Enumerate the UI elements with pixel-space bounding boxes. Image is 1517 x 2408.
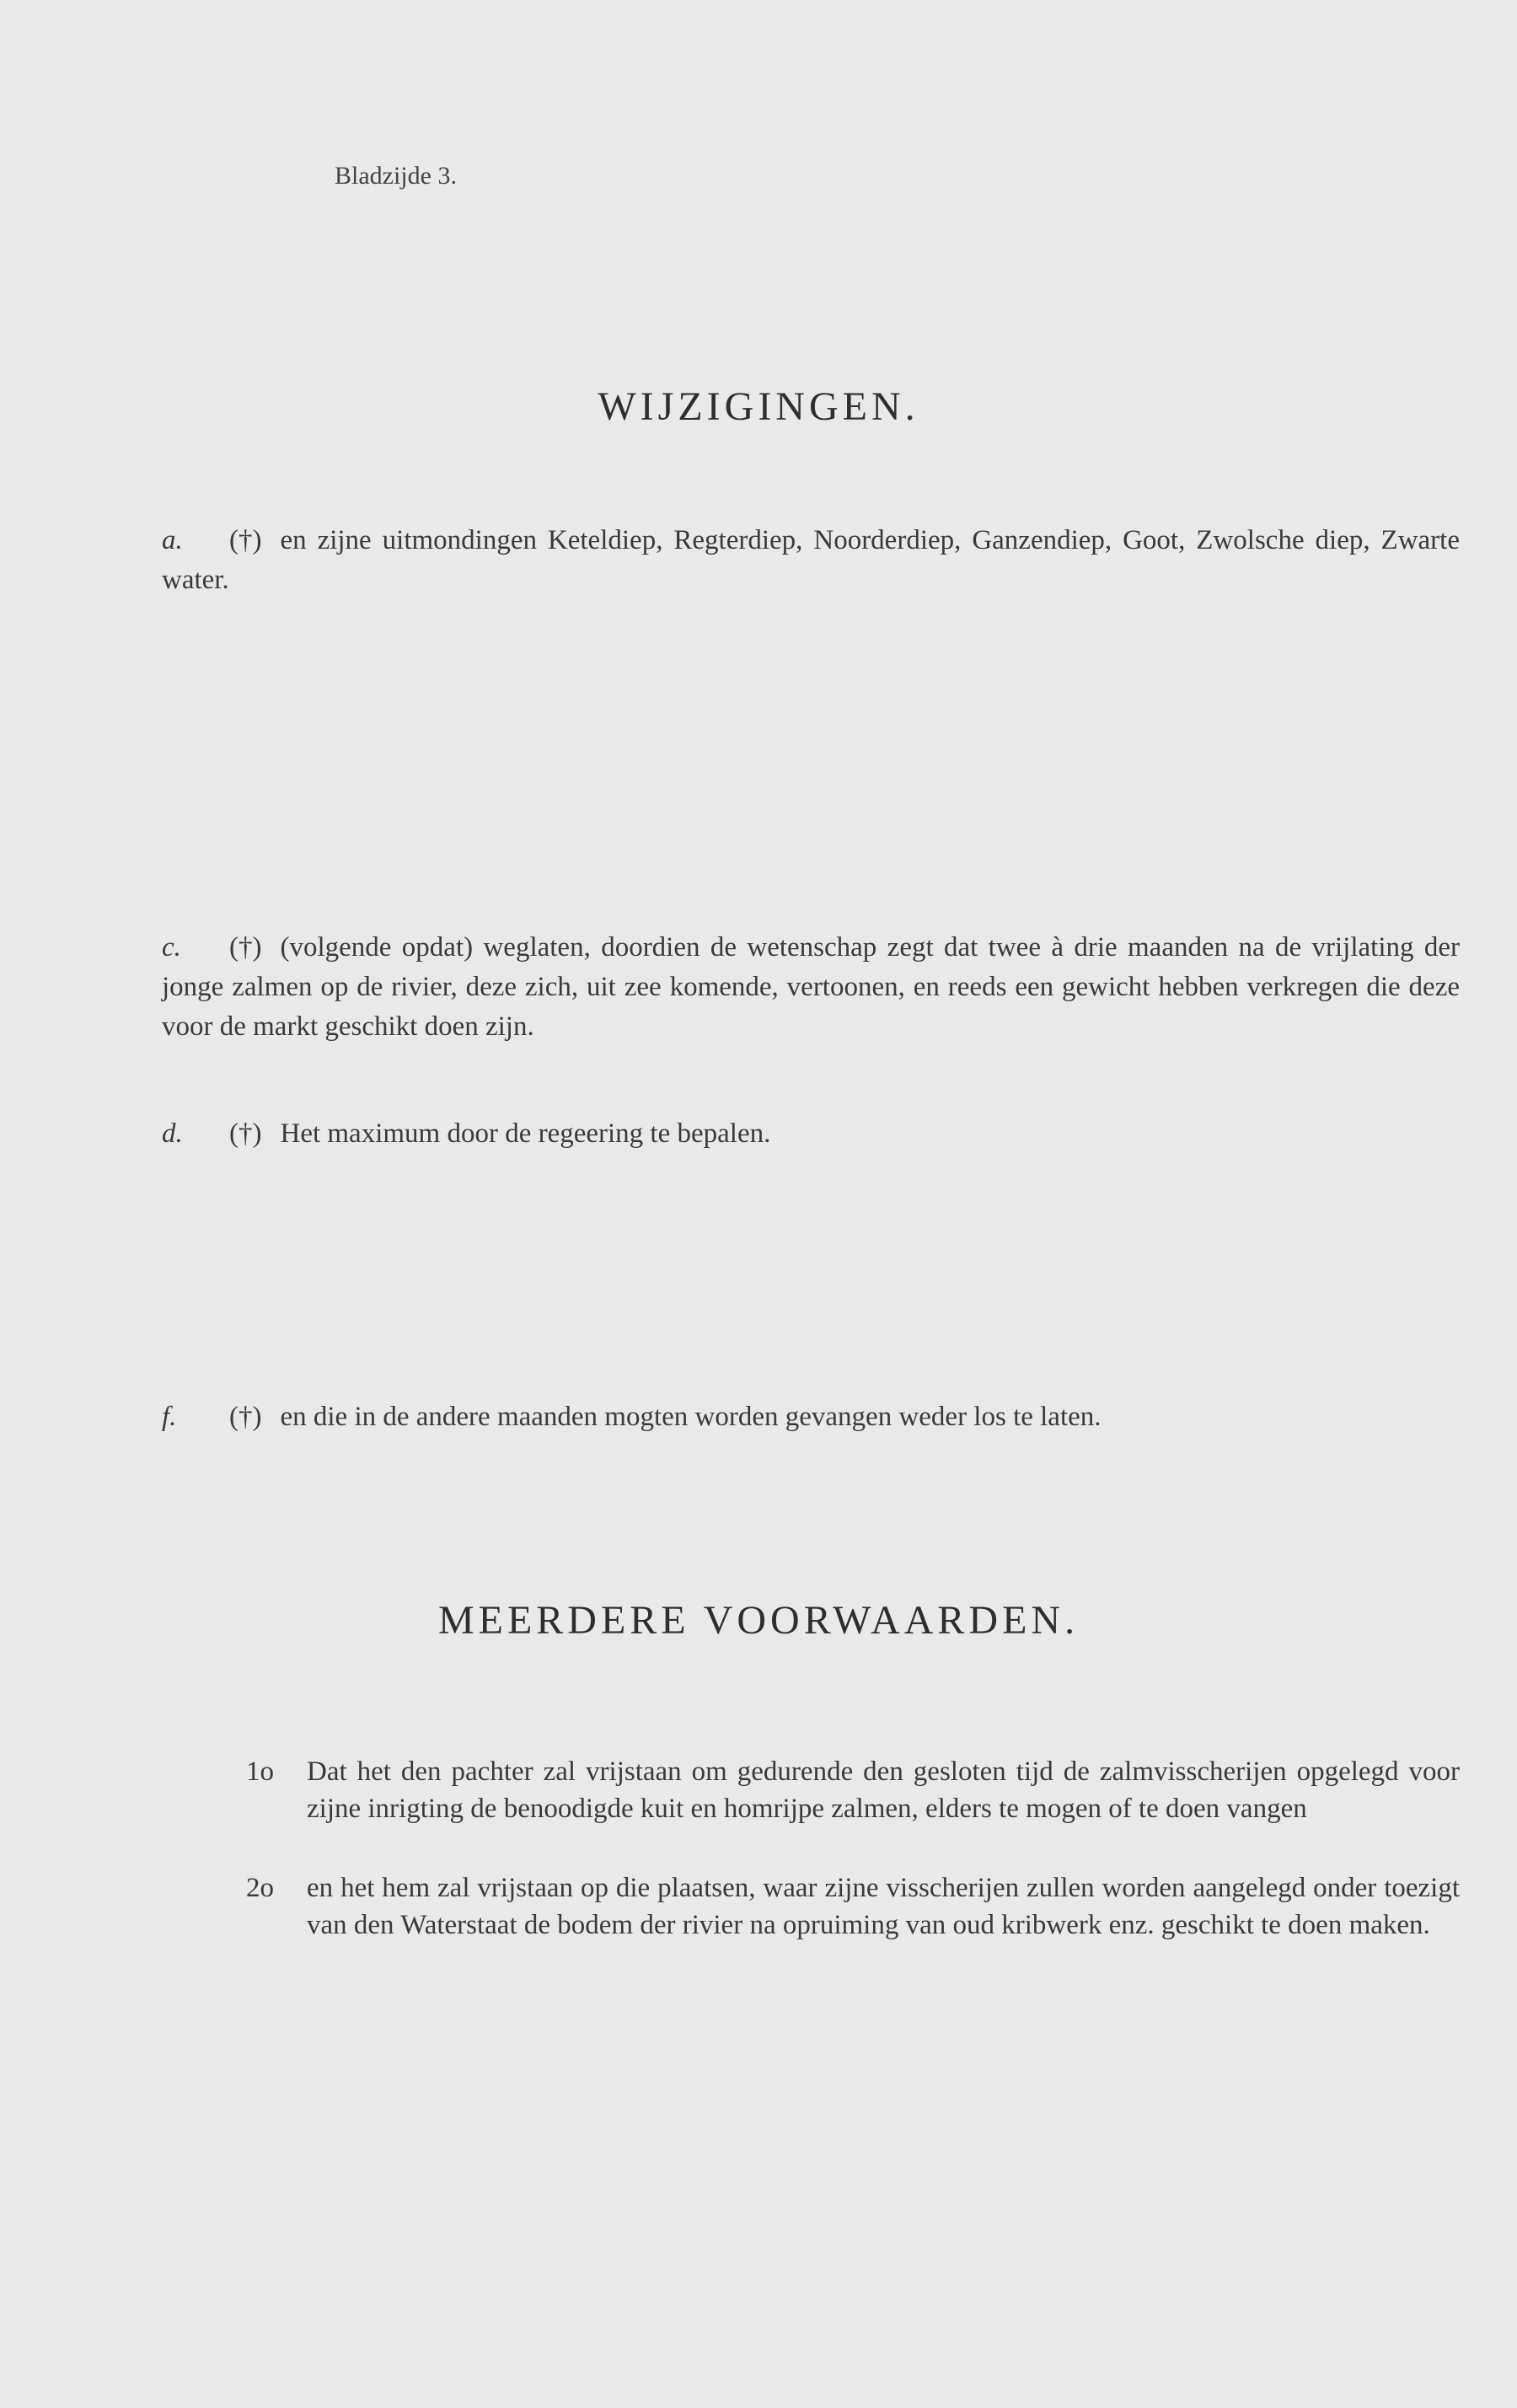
dagger-mark: (†) [229, 1402, 262, 1432]
entry-text: en zijne uitmondingen Keteldiep, Regterdiep, Noorderdiep, Ganzendiep, Goot, Zwolsche diep, Zwarte water. [162, 525, 1460, 595]
entry-mark: f. [162, 1402, 177, 1432]
entry-mark: c. [162, 932, 181, 963]
entry-text: en die in de andere maanden mogten worden gevangen weder los te laten. [280, 1402, 1102, 1432]
condition-item-2 [246, 1869, 1460, 1944]
dagger-mark: (†) [229, 525, 262, 555]
condition-number: 1o [246, 1756, 274, 1787]
condition-text: Dat het den pachter zal vrijstaan om gedurende den gesloten tijd de zalmvisscherijen opgelegd voor zijne inrigting de benoodigde kuit en homrijpe zalmen, elders te mogen of te doen vangen [307, 1756, 1460, 1824]
heading-wijzigingen: WIJZIGINGEN. [598, 384, 919, 429]
condition-number: 2o [246, 1873, 274, 1903]
heading-meerdere-voorwaarden: MEERDERE VOORWAARDEN. [437, 1598, 1080, 1643]
entry-f [162, 1397, 1460, 1437]
entry-a [162, 521, 1460, 600]
condition-item-1 [246, 1753, 1460, 1827]
entry-c [162, 928, 1460, 1047]
entry-text: Het maximum door de regeering te bepalen. [280, 1118, 771, 1149]
entry-mark: a. [162, 525, 183, 555]
entry-mark: d. [162, 1118, 183, 1149]
entry-text: (volgende opdat) weglaten, doordien de wetenschap zegt dat twee à drie maanden na de vrijlating der jonge zalmen op de rivier, deze zich, uit zee komende, vertoonen, en reeds een gewicht hebben verkregen die deze voor de markt geschikt doen zijn. [162, 932, 1460, 1042]
entry-d [162, 1114, 1460, 1154]
dagger-mark: (†) [229, 932, 262, 963]
dagger-mark: (†) [229, 1118, 262, 1149]
condition-text: en het hem zal vrijstaan op die plaatsen, waar zijne visscherijen zullen worden aangelegd onder toezigt van den Waterstaat de bodem der rivier na opruiming van oud kribwerk enz. geschikt te doen maken. [307, 1873, 1460, 1940]
page-label: Bladzijde 3. [335, 162, 457, 190]
